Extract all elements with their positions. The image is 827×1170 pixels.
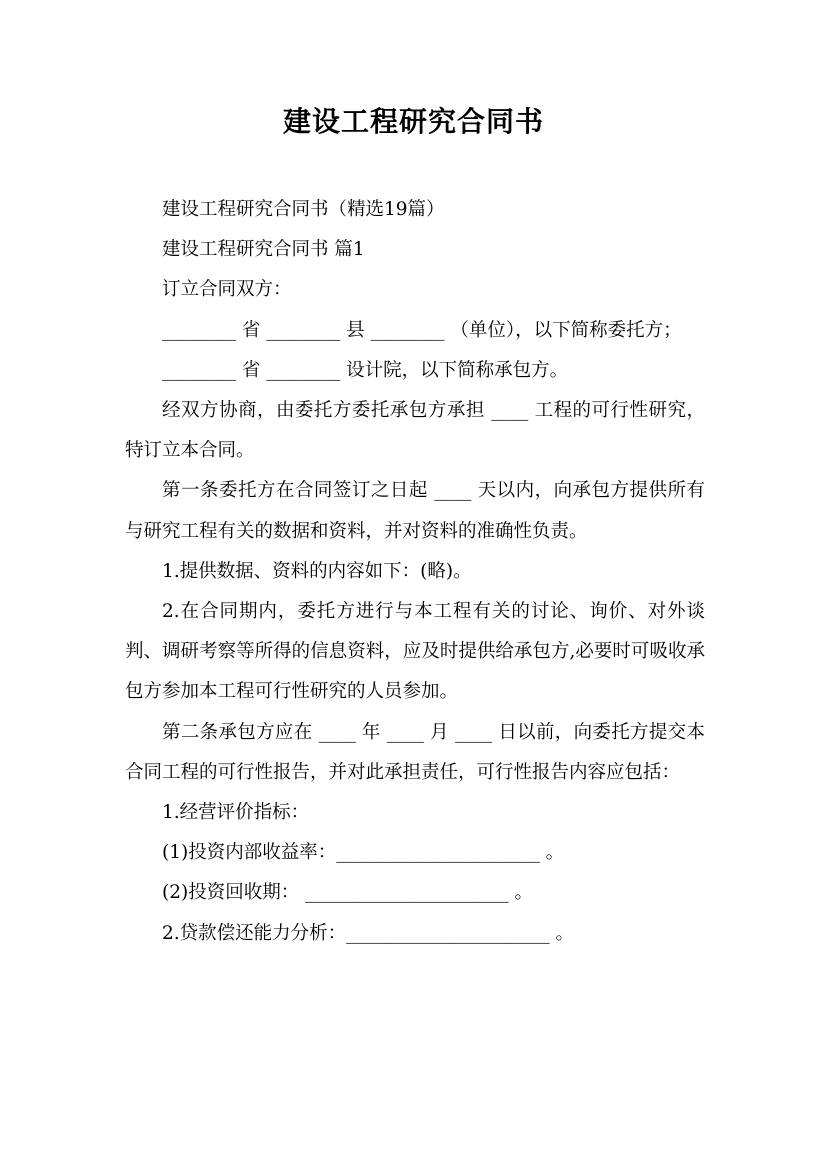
paragraph: 1.经营评价指标： (162, 802, 310, 824)
paragraph: (1)投资内部收益率：______________________ 。 (162, 842, 565, 864)
paragraph: 2.在合同期内，委托方进行与本工程有关的讨论、询价、对外谈判、调研考察等所得的信息资料，应及时提供给承包方,必要时可吸收承包方参加本工程可行性研究的人员参加。 (125, 601, 705, 703)
paragraph: 订立合同双方： (162, 279, 292, 301)
paragraph: 第一条委托方在合同签订之日起 ____ 天以内，向承包方提供所有与研究工程有关的数据和资料，并对资料的准确性负责。 (125, 480, 705, 542)
paragraph: (2)投资回收期： ______________________ 。 (162, 882, 533, 904)
paragraph: ________ 省 ________ 县 ________ （单位），以下简称委托方； (162, 319, 682, 341)
document-title: 建设工程研究合同书 (282, 105, 544, 138)
paragraph: 建设工程研究合同书 篇1 (162, 239, 365, 261)
paragraph: 2.贷款偿还能力分析：______________________ 。 (162, 922, 575, 944)
paragraph: 建设工程研究合同书（精选19篇） (162, 199, 445, 220)
paragraph: 经双方协商，由委托方委托承包方承担 ____ 工程的可行性研究，特订立本合同。 (125, 400, 705, 462)
document-body (125, 190, 705, 954)
paragraph: 1.提供数据、资料的内容如下：(略)。 (162, 560, 472, 582)
paragraph: ________ 省 ________ 设计院，以下简称承包方。 (162, 359, 569, 381)
paragraph: 第二条承包方应在 ____ 年 ____ 月 ____ 日以前，向委托方提交本合同工程的可行性报告，并对此承担责任，可行性报告内容应包括： (125, 721, 705, 783)
